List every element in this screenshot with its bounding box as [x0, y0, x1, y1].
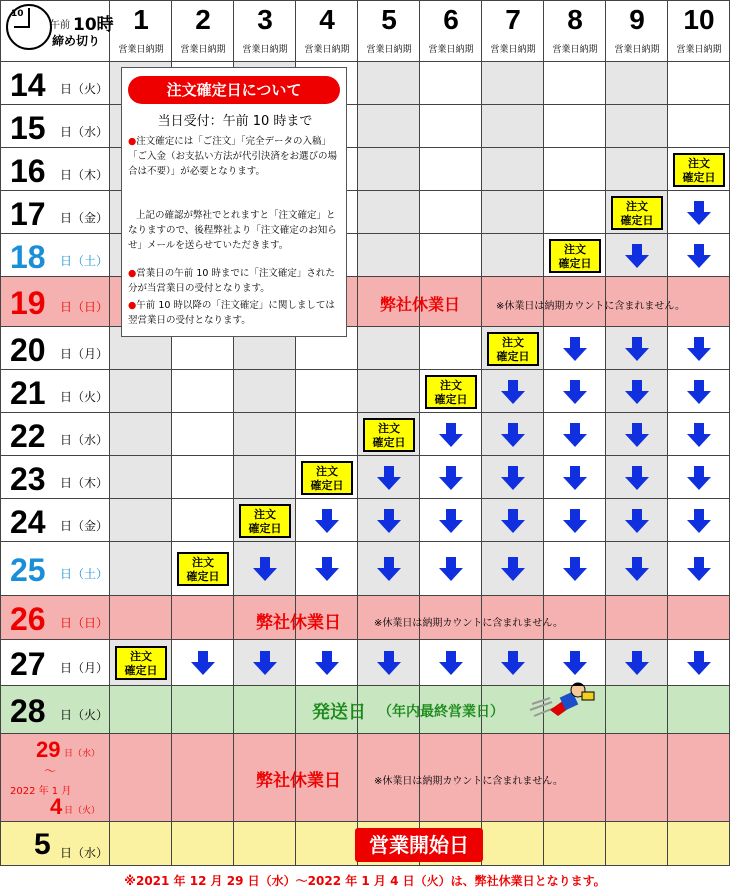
down-arrow-icon	[500, 650, 526, 676]
down-arrow-icon	[190, 650, 216, 676]
gray-cell	[606, 105, 668, 148]
date-weekday: 日（木）	[60, 475, 109, 490]
down-arrow-icon	[624, 243, 650, 269]
down-arrow-icon	[438, 422, 464, 448]
info-subtitle: 当日受付：午前 10 時まで	[157, 114, 313, 129]
header-day-label: 営業日納期	[242, 45, 288, 55]
gray-cell	[110, 370, 172, 413]
header-day-label: 営業日納期	[304, 45, 350, 55]
badge-line1: 注文	[192, 556, 214, 569]
date-number: 20	[10, 331, 46, 368]
date-number: 15	[10, 109, 46, 146]
range-tilde: 〜	[44, 764, 57, 778]
down-arrow-icon	[624, 465, 650, 491]
down-arrow-icon	[500, 556, 526, 582]
date-number: 19	[10, 285, 46, 321]
date-number: 14	[10, 66, 46, 103]
down-arrow-icon	[624, 556, 650, 582]
down-arrow-icon	[686, 556, 712, 582]
header-day-number: 2	[195, 4, 211, 35]
header-day-label: 営業日納期	[428, 45, 474, 55]
badge-line1: 注文	[378, 421, 400, 435]
down-arrow-icon	[562, 336, 588, 362]
down-arrow-icon	[376, 650, 402, 676]
down-arrow-icon	[686, 336, 712, 362]
down-arrow-icon	[624, 379, 650, 405]
badge-line2: 確定日	[310, 478, 344, 492]
grid-vline	[419, 0, 420, 866]
grid-vline	[667, 0, 668, 866]
date-number: 18	[10, 238, 46, 275]
down-arrow-icon	[438, 556, 464, 582]
badge-line2: 確定日	[434, 392, 468, 406]
header-day-number: 8	[567, 4, 583, 35]
date-weekday: 日（土）	[60, 567, 109, 581]
gray-cell	[358, 191, 420, 234]
date-weekday: 日（日）	[60, 616, 109, 630]
gray-cell	[482, 105, 544, 148]
date-weekday: 日（金）	[60, 210, 109, 225]
date-weekday: 日（水）	[60, 432, 109, 447]
header-day-number: 9	[629, 4, 645, 35]
order-confirm-badge	[673, 153, 725, 187]
gray-cell	[234, 456, 296, 499]
header-day-label: 営業日納期	[614, 45, 660, 55]
order-confirm-badge	[301, 461, 353, 495]
date-number: 22	[10, 417, 46, 454]
down-arrow-icon	[438, 508, 464, 534]
cutoff-label-top: 午前	[50, 20, 70, 31]
info-bullet-2: ●営業日の午前 10 時までに「注文確定」された分が当営業日の受付となります。	[128, 268, 335, 294]
date-number: 16	[10, 152, 46, 189]
order-confirm-badge	[239, 504, 291, 538]
gray-cell	[110, 499, 172, 542]
info-title: 注文確定日について	[128, 76, 340, 104]
date-number: 5	[34, 828, 51, 861]
date-number: 24	[10, 503, 46, 540]
date-weekday: 日（火）	[60, 708, 109, 722]
down-arrow-icon	[500, 508, 526, 534]
header-day-label: 営業日納期	[366, 45, 412, 55]
date-weekday: 日（水）	[60, 124, 109, 139]
badge-line2: 確定日	[372, 435, 406, 449]
date-weekday: 日（金）	[60, 518, 109, 533]
grid-vline-left	[0, 0, 1, 866]
holiday-label: 弊社休業日	[256, 771, 341, 791]
down-arrow-icon	[686, 243, 712, 269]
gray-cell	[482, 234, 544, 277]
business-start-banner: 営業開始日	[355, 828, 483, 862]
date-weekday: 日（月）	[60, 661, 109, 675]
order-confirm-badge	[115, 646, 167, 680]
range-start-weekday: 日（水）	[64, 749, 101, 759]
badge-line2: 確定日	[186, 570, 220, 583]
gray-cell	[358, 234, 420, 277]
header-day-number: 7	[505, 4, 521, 35]
grid-vline	[357, 0, 358, 866]
header-day-number: 3	[257, 4, 273, 35]
date-number: 28	[10, 693, 46, 729]
footer-note: ※2021 年 12 月 29 日（水）〜2022 年 1 月 4 日（火）は、弊社休業日となります。	[124, 874, 606, 888]
down-arrow-icon	[500, 465, 526, 491]
header-day-label: 営業日納期	[180, 45, 226, 55]
order-confirm-badge	[425, 375, 477, 409]
down-arrow-icon	[624, 336, 650, 362]
gray-cell	[358, 105, 420, 148]
header-day-number: 5	[381, 4, 397, 35]
date-weekday: 日（水）	[60, 846, 109, 860]
date-weekday: 日（土）	[60, 253, 109, 268]
down-arrow-icon	[314, 650, 340, 676]
badge-line2: 確定日	[682, 170, 716, 184]
down-arrow-icon	[376, 508, 402, 534]
date-weekday: 日（日）	[60, 300, 109, 314]
down-arrow-icon	[562, 422, 588, 448]
gray-cell	[482, 148, 544, 191]
header-day-label: 営業日納期	[552, 45, 598, 55]
info-bullet-1-cont: 上記の確認が弊社でとれますと「注文確定」となりますので、後程弊社より「注文確定のお知らせ」メールを送らせていただきます。	[128, 210, 337, 251]
holiday-label: 弊社休業日	[380, 295, 461, 314]
down-arrow-icon	[376, 556, 402, 582]
gray-cell	[110, 542, 172, 596]
badge-line1: 注文	[626, 199, 648, 213]
gray-cell	[110, 413, 172, 456]
range-end-weekday: 日（火）	[64, 806, 101, 816]
badge-line2: 確定日	[496, 349, 530, 363]
down-arrow-icon	[562, 379, 588, 405]
header-day-number: 4	[319, 4, 335, 35]
date-weekday: 日（木）	[60, 167, 109, 182]
header-day-number: 1	[133, 4, 149, 35]
down-arrow-icon	[562, 508, 588, 534]
order-confirm-badge	[611, 196, 663, 230]
down-arrow-icon	[686, 650, 712, 676]
header-day-label: 営業日納期	[118, 45, 164, 55]
down-arrow-icon	[686, 465, 712, 491]
header-day-label: 営業日納期	[490, 45, 536, 55]
gray-cell	[358, 148, 420, 191]
date-number: 25	[10, 552, 46, 588]
gray-cell	[482, 191, 544, 234]
down-arrow-icon	[686, 422, 712, 448]
gray-cell	[358, 370, 420, 413]
info-bullet-1: ●注文確定には「ご注文」「完全データの入稿」「ご入金（お支払い方法が代引決済をお選びの場合は不要）」が必要となります。	[128, 136, 338, 177]
date-weekday: 日（火）	[60, 81, 109, 96]
gray-cell	[358, 327, 420, 370]
down-arrow-icon	[500, 422, 526, 448]
date-number: 17	[10, 195, 46, 232]
down-arrow-icon	[314, 508, 340, 534]
badge-line1: 注文	[316, 464, 338, 478]
down-arrow-icon	[624, 508, 650, 534]
clock-hand	[14, 26, 30, 28]
grid-vline	[605, 0, 606, 866]
badge-line2: 確定日	[124, 664, 158, 677]
down-arrow-icon	[252, 650, 278, 676]
clock-hour-label: 10	[11, 9, 24, 19]
holiday-label: 弊社休業日	[256, 613, 341, 633]
cutoff-time: 10時	[73, 15, 114, 35]
grid-vline	[109, 0, 110, 866]
gray-cell	[482, 62, 544, 105]
date-number: 27	[10, 646, 46, 682]
down-arrow-icon	[438, 650, 464, 676]
gray-cell	[234, 413, 296, 456]
range-start-number: 29	[36, 737, 61, 762]
info-bullet-3: ●午前 10 時以降の「注文確定」に関しましては翌営業日の受付となります。	[128, 300, 335, 326]
range-year: 2022 年 1 月	[10, 786, 72, 797]
down-arrow-icon	[562, 650, 588, 676]
gray-cell	[358, 62, 420, 105]
badge-line2: 確定日	[620, 213, 654, 227]
down-arrow-icon	[562, 465, 588, 491]
order-confirm-badge	[549, 239, 601, 273]
order-confirmation-info-box	[121, 67, 347, 337]
badge-line2: 確定日	[248, 521, 282, 535]
gray-cell	[234, 370, 296, 413]
date-weekday: 日（月）	[60, 346, 109, 361]
gray-cell	[606, 148, 668, 191]
order-confirm-badge	[363, 418, 415, 452]
gray-cell	[110, 456, 172, 499]
down-arrow-icon	[686, 379, 712, 405]
range-end-number: 4	[50, 794, 63, 819]
order-confirm-badge	[177, 552, 229, 586]
shipping-label: 発送日	[312, 702, 366, 723]
badge-line1: 注文	[440, 378, 462, 392]
down-arrow-icon	[252, 556, 278, 582]
badge-line1: 注文	[502, 335, 524, 349]
down-arrow-icon	[438, 465, 464, 491]
grid-vline	[481, 0, 482, 866]
holiday-note: ※休業日は納期カウントに含まれません。	[496, 301, 685, 312]
badge-line1: 注文	[130, 650, 152, 663]
cutoff-label-bottom: 締め切り	[52, 34, 101, 48]
down-arrow-icon	[686, 508, 712, 534]
header-day-number: 6	[443, 4, 459, 35]
date-number: 23	[10, 460, 46, 497]
down-arrow-icon	[686, 200, 712, 226]
gray-cell	[606, 62, 668, 105]
down-arrow-icon	[376, 465, 402, 491]
down-arrow-icon	[624, 650, 650, 676]
order-confirm-badge	[487, 332, 539, 366]
date-number: 26	[10, 601, 46, 637]
down-arrow-icon	[624, 422, 650, 448]
badge-line1: 注文	[564, 242, 586, 256]
badge-line1: 注文	[688, 156, 710, 170]
badge-line2: 確定日	[558, 256, 592, 270]
shipping-sublabel: （年内最終営業日）	[378, 704, 504, 720]
delivery-man-icon	[528, 680, 598, 722]
date-weekday: 日（火）	[60, 389, 109, 404]
header-day-number: 10	[683, 4, 715, 35]
down-arrow-icon	[562, 556, 588, 582]
holiday-note: ※休業日は納期カウントに含まれません。	[374, 618, 563, 629]
date-number: 21	[10, 374, 46, 411]
holiday-note: ※休業日は納期カウントに含まれません。	[374, 776, 563, 787]
header-day-label: 営業日納期	[676, 45, 722, 55]
grid-vline	[543, 0, 544, 866]
badge-line1: 注文	[254, 507, 276, 521]
clock-hand	[28, 8, 30, 28]
down-arrow-icon	[500, 379, 526, 405]
down-arrow-icon	[314, 556, 340, 582]
